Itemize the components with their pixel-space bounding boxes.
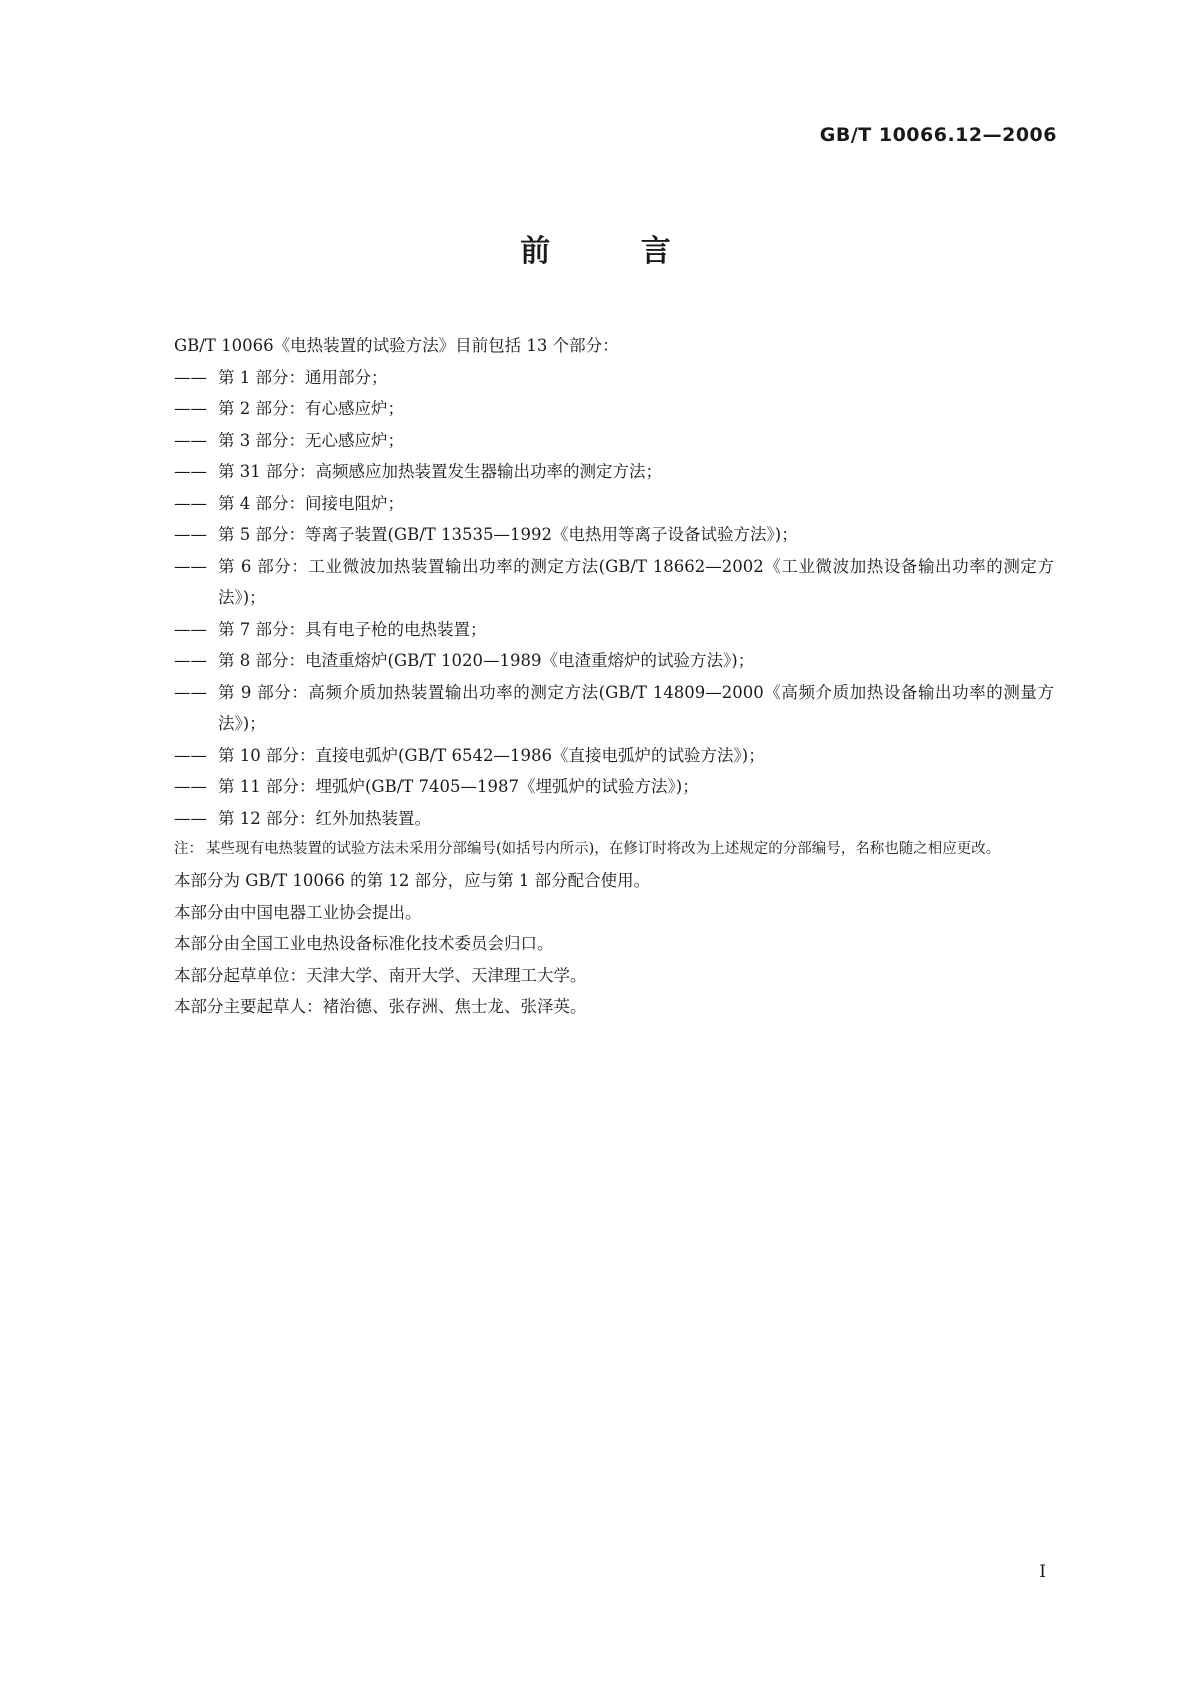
intro-paragraph: GB/T 10066《电热装置的试验方法》目前包括 13 个部分： [174, 336, 619, 355]
list-item-text: 第 7 部分：具有电子枪的电热装置； [218, 619, 487, 639]
page-number: I [1039, 1562, 1046, 1582]
list-dash: —— [174, 808, 207, 828]
list-item [174, 740, 1054, 772]
list-dash: —— [174, 619, 207, 639]
list-item [174, 645, 1054, 677]
list-dash: —— [174, 525, 207, 544]
list-item-text: 第 3 部分：无心感应炉； [218, 430, 404, 450]
list-item-text: 第 11 部分：埋弧炉(GB/T 7405—1987《埋弧炉的试验方法》)； [218, 777, 699, 796]
note-label: 注： [174, 841, 203, 857]
list-item [174, 456, 1054, 488]
list-item [174, 803, 1054, 835]
list-dash: —— [174, 777, 207, 796]
list-item [174, 519, 1054, 551]
list-item [174, 488, 1054, 520]
page-title: 前 言 [520, 234, 711, 269]
list-item [174, 425, 1054, 457]
note-text: 某些现有电热装置的试验方法未采用分部编号(如括号内所示)，在修订时将改为上述规定的分部编号，名称也随之相应更改。 [206, 841, 1001, 857]
statement-paragraph: 本部分由中国电器工业协会提出。 [174, 902, 422, 922]
list-item-text: 第 6 部分：工业微波加热装置输出功率的测定方法(GB/T 18662—2002《工业微波加热设备输出功率的测定方法》)； [218, 556, 1054, 607]
statement-paragraph: 本部分主要起草人：褚治德、张存洲、焦士龙、张泽英。 [174, 997, 587, 1016]
list-item-text: 第 1 部分：通用部分； [218, 367, 388, 387]
list-dash: —— [174, 556, 207, 576]
statement-paragraph: 本部分为 GB/T 10066 的第 12 部分，应与第 1 部分配合使用。 [174, 871, 651, 890]
list-item [174, 677, 1054, 740]
foreword-body [174, 330, 1054, 1023]
list-dash: —— [174, 430, 207, 450]
list-dash: —— [174, 651, 207, 670]
list-item [174, 393, 1054, 425]
list-item-text: 第 2 部分：有心感应炉； [218, 399, 404, 418]
list-item-text: 第 4 部分：间接电阻炉； [218, 493, 404, 513]
standard-code: GB/T 10066.12—2006 [819, 124, 1057, 146]
list-dash: —— [174, 682, 207, 702]
list-item [174, 771, 1054, 803]
note-block [174, 836, 1054, 863]
list-item-text: 第 9 部分：高频介质加热装置输出功率的测定方法(GB/T 14809—2000《高频介质加热设备输出功率的测量方法》)； [218, 682, 1054, 733]
statement-paragraph: 本部分由全国工业电热设备标准化技术委员会归口。 [174, 934, 554, 953]
list-dash: —— [174, 493, 207, 513]
list-dash: —— [174, 367, 207, 387]
list-item-text: 第 5 部分：等离子装置(GB/T 13535—1992《电热用等离子设备试验方法》)； [218, 525, 798, 544]
list-dash: —— [174, 399, 207, 418]
list-dash: —— [174, 745, 207, 765]
list-item [174, 551, 1054, 614]
statement-paragraph: 本部分起草单位：天津大学、南开大学、天津理工大学。 [174, 965, 587, 985]
list-item [174, 614, 1054, 646]
list-item [174, 362, 1054, 394]
list-dash: —— [174, 462, 207, 481]
list-item-text: 第 12 部分：红外加热装置。 [218, 808, 431, 828]
list-item-text: 第 31 部分：高频感应加热装置发生器输出功率的测定方法； [218, 462, 662, 481]
list-item-text: 第 8 部分：电渣重熔炉(GB/T 1020—1989《电渣重熔炉的试验方法》)； [218, 651, 755, 670]
list-item-text: 第 10 部分：直接电弧炉(GB/T 6542—1986《直接电弧炉的试验方法》)； [218, 745, 765, 765]
